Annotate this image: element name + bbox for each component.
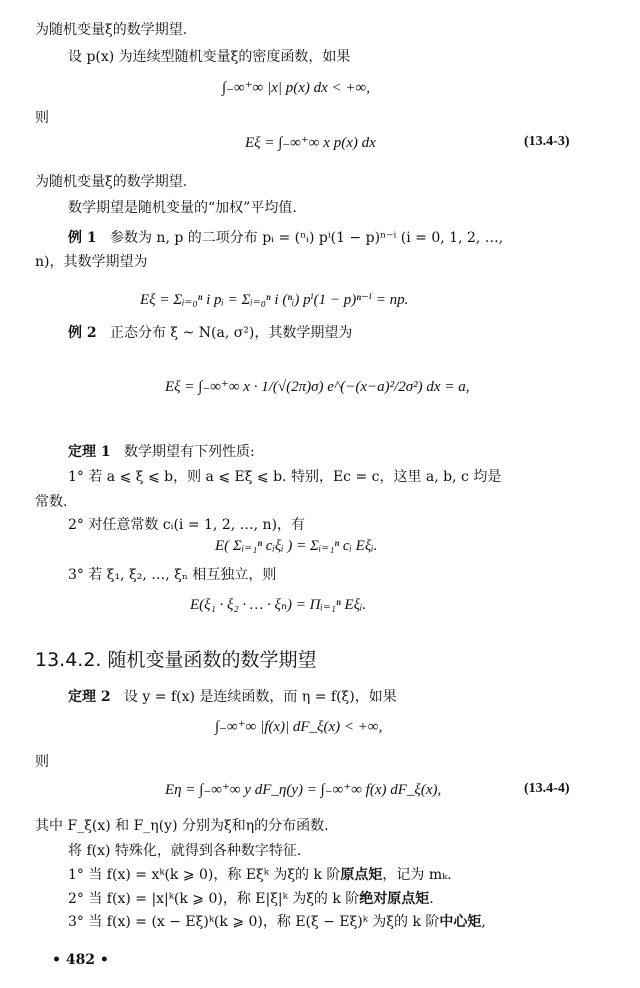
property-3: 3° 若 ξ₁, ξ₂, …, ξₙ 相互独立，则	[68, 567, 277, 583]
text-line: 则	[35, 754, 49, 770]
theorem-label: 定理 1	[68, 444, 111, 460]
theorem-text: 数学期望有下列性质:	[123, 444, 255, 460]
theorem-label: 定理 2	[68, 689, 111, 705]
text: ,	[481, 914, 486, 930]
equation-number: (13.4-3)	[524, 134, 570, 149]
text-line: 设 p(x) 为连续型随机变量ξ的密度函数，如果	[68, 49, 351, 65]
theorem-1	[68, 443, 255, 461]
moment-2	[68, 890, 434, 908]
text: .	[429, 891, 434, 907]
term: 原点矩	[340, 867, 383, 883]
formula-product: E(ξ₁ · ξ₂ · … · ξₙ) = Πᵢ₌₁ⁿ Eξᵢ.	[190, 597, 367, 613]
text-line: 则	[35, 110, 49, 126]
property-1: 1° 若 a ⩽ ξ ⩽ b，则 a ⩽ Eξ ⩽ b. 特别，Ec = c，这里 a, b, c 均是	[68, 469, 502, 485]
text-line: 数学期望是随机变量的“加权”平均值.	[68, 200, 297, 216]
text-line: 其中 F_ξ(x) 和 F_η(y) 分别为ξ和η的分布函数.	[35, 818, 329, 834]
moment-1	[68, 866, 452, 884]
text-line: 将 f(x) 特殊化，就得到各种数字特征.	[68, 843, 302, 859]
example-label: 例 1	[68, 230, 97, 246]
formula-normal-expectation: Eξ = ∫₋∞⁺∞ x · 1/(√(2π)σ) e^(−(x−a)²/2σ²) dx = a,	[165, 379, 470, 395]
term: 中心矩	[439, 914, 482, 930]
formula-expectation: Eξ = ∫₋∞⁺∞ x p(x) dx	[245, 135, 376, 151]
term: 绝对原点矩	[359, 891, 430, 907]
formula-linearity: E( Σᵢ₌₁ⁿ cᵢξᵢ ) = Σᵢ₌₁ⁿ cᵢ Eξᵢ.	[215, 538, 378, 554]
example-text: 正态分布 ξ ~ N(a, σ²)，其数学期望为	[109, 325, 353, 341]
text: ，记为 mₖ.	[382, 867, 452, 883]
formula-binomial-expectation: Eξ = Σᵢ₌₀ⁿ i pᵢ = Σᵢ₌₀ⁿ i (ⁿᵢ) pⁱ(1 − p)ⁿ⁻ⁱ = np.	[140, 292, 409, 308]
formula-integral-condition-2: ∫₋∞⁺∞ |f(x)| dF_ξ(x) < +∞,	[215, 719, 383, 735]
text: 2° 当 f(x) = |x|ᵏ(k ⩾ 0)，称 E|ξ|ᵏ 为ξ的 k 阶	[68, 891, 360, 907]
text-line: 常数.	[35, 494, 68, 510]
page-number: • 482 •	[52, 952, 109, 968]
formula-function-expectation: Eη = ∫₋∞⁺∞ y dF_η(y) = ∫₋∞⁺∞ f(x) dF_ξ(x),	[165, 782, 442, 798]
text-line: 为随机变量ξ的数学期望.	[35, 22, 188, 38]
section-heading: 13.4.2. 随机变量函数的数学期望	[35, 649, 317, 671]
text: 3° 当 f(x) = (x − Eξ)ᵏ(k ⩾ 0)，称 E(ξ − Eξ)ᵏ 为ξ的 k 阶	[68, 914, 440, 930]
text-line: n)，其数学期望为	[35, 254, 148, 270]
equation-number: (13.4-4)	[524, 781, 570, 796]
text-line: 为随机变量ξ的数学期望.	[35, 174, 188, 190]
theorem-2	[68, 688, 397, 706]
example-2	[68, 324, 352, 342]
formula-integral-condition: ∫₋∞⁺∞ |x| p(x) dx < +∞,	[222, 80, 370, 96]
example-text: 参数为 n, p 的二项分布 pᵢ = (ⁿᵢ) pⁱ(1 − p)ⁿ⁻ⁱ (i = 0, 1, 2, …,	[109, 230, 504, 246]
theorem-text: 设 y = f(x) 是连续函数，而 η = f(ξ)，如果	[123, 689, 397, 705]
example-1	[68, 229, 503, 247]
text: 1° 当 f(x) = xᵏ(k ⩾ 0)，称 Eξᵏ 为ξ的 k 阶	[68, 867, 341, 883]
example-label: 例 2	[68, 325, 97, 341]
moment-3	[68, 913, 486, 931]
property-2: 2° 对任意常数 cᵢ(i = 1, 2, …, n)，有	[68, 517, 306, 533]
